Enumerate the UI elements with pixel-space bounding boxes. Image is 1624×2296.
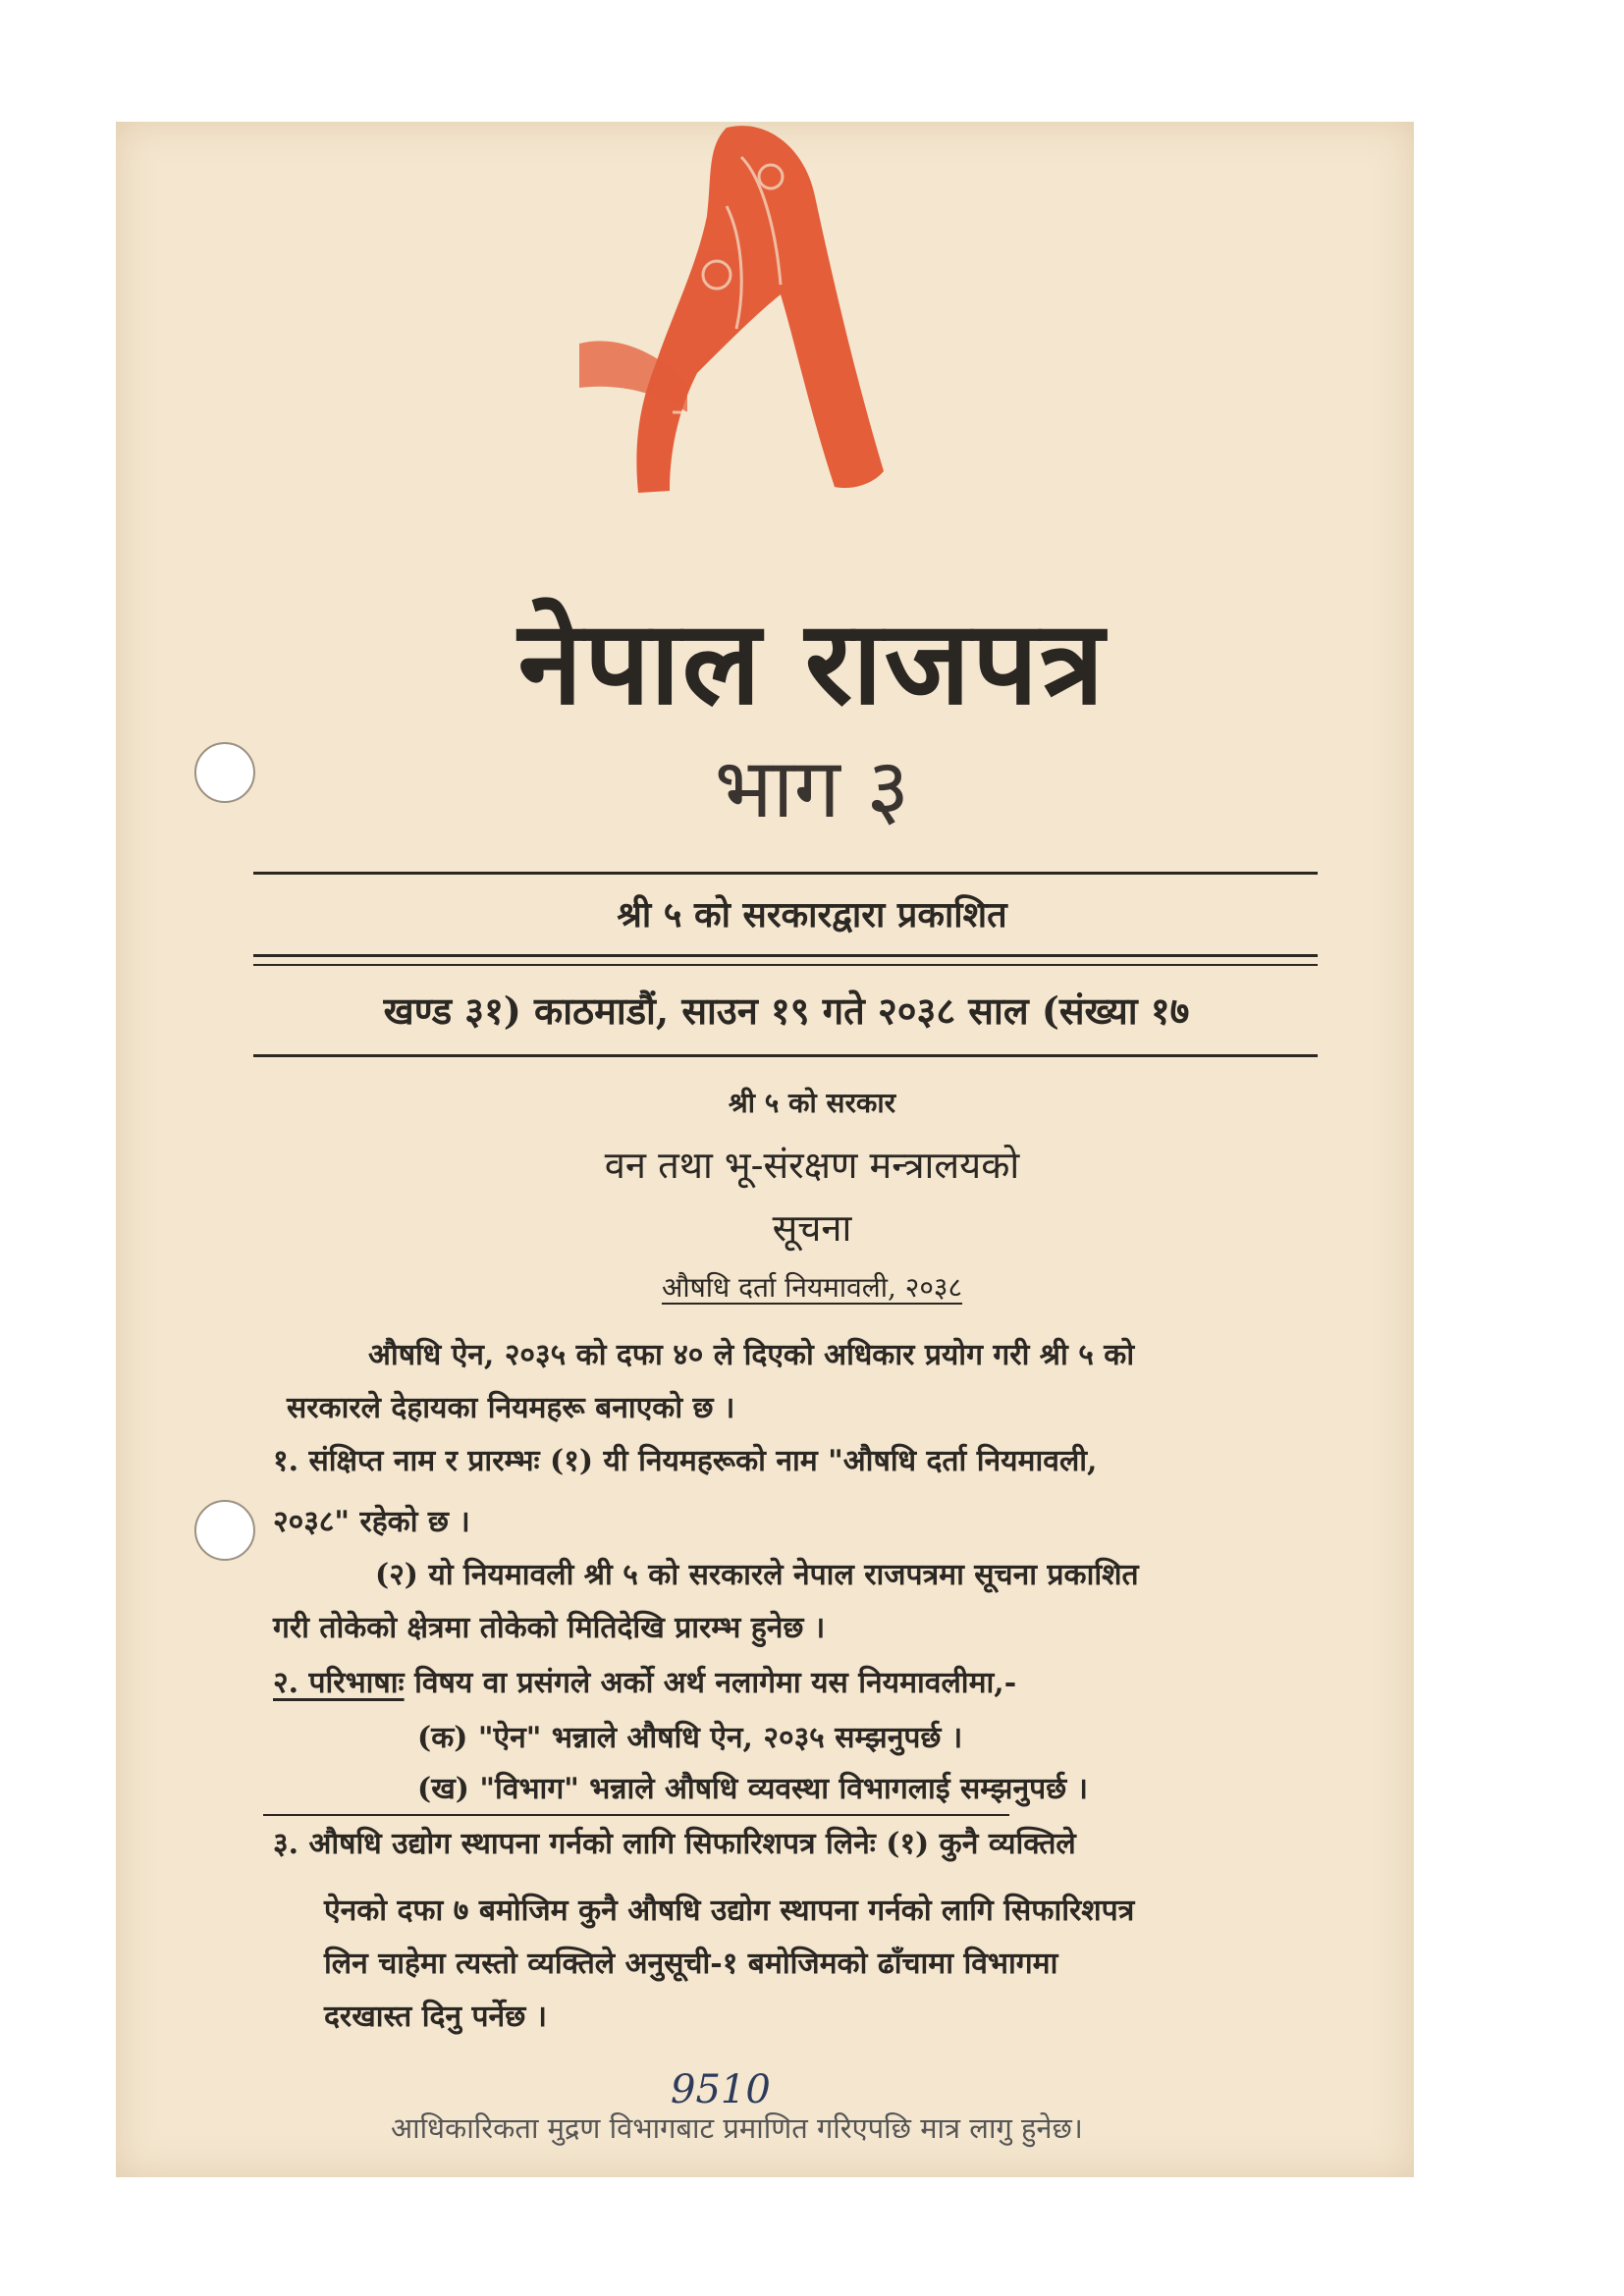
- rule-top: [253, 872, 1318, 875]
- rule3-line-2: ऐनको दफा ७ बमोजिम कुनै औषधि उद्योग स्थापना गर्नको लागि सिफारिशपत्र: [324, 1894, 1135, 1928]
- gazette-part: भाग ३: [714, 740, 910, 836]
- government-line: श्री ५ को सरकार: [728, 1087, 896, 1119]
- crown-emblem: [579, 118, 893, 530]
- rule3-line-1: ३. औषधि उद्योग स्थापना गर्नको लागि सिफारिशपत्र लिनेः (१) कुनै व्यक्तिले: [273, 1827, 1076, 1861]
- issue-line: खण्ड ३१) काठमाडौं, साउन १९ गते २०३८ साल (संख्या १७: [383, 988, 1190, 1033]
- notice-heading: सूचना: [772, 1206, 852, 1250]
- rule3-line-4: दरखास्त दिनु पर्नेछ ।: [324, 2000, 548, 2034]
- rule-pub-1: [253, 954, 1318, 957]
- preamble-line-1: औषधि ऐन, २०३५ को दफा ४० ले दिएको अधिकार प्रयोग गरी श्री ५ को: [368, 1338, 1135, 1372]
- rule2-item-a: (क) "ऐन" भन्नाले औषधि ऐन, २०३५ सम्झनुपर्छ ।: [417, 1721, 963, 1755]
- rule-issue: [253, 1054, 1318, 1057]
- rule2-heading: २. परिभाषाः: [273, 1666, 405, 1700]
- rule1-line-3: (२) यो नियमावली श्री ५ को सरकारले नेपाल राजपत्रमा सूचना प्रकाशित: [375, 1558, 1139, 1592]
- punch-hole-2: [194, 1500, 255, 1561]
- rule1-line-1: १. संक्षिप्त नाम र प्रारम्भः (१) यी नियमहरूको नाम "औषधि दर्ता नियमावली,: [273, 1444, 1098, 1478]
- rule2-rest: विषय वा प्रसंगले अर्को अर्थ नलागेमा यस नियमावलीमा,-: [414, 1666, 1017, 1700]
- rule1-line-2: २०३८" रहेको छ ।: [273, 1505, 470, 1539]
- rule2-item-b: (ख) "विभाग" भन्नाले औषधि व्यवस्था विभागलाई सम्झनुपर्छ ।: [417, 1772, 1088, 1806]
- rule3-line-3: लिन चाहेमा त्यस्तो व्यक्तिले अनुसूची-१ बमोजिमको ढाँचामा विभागमा: [324, 1947, 1058, 1981]
- footer-note: आधिकारिकता मुद्रण विभागबाट प्रमाणित गरिएपछि मात्र लागु हुनेछ।: [391, 2111, 1083, 2145]
- publisher-line: श्री ५ को सरकारद्वारा प्रकाशित: [617, 894, 1007, 935]
- preamble-line-2: सरकारले देहायका नियमहरू बनाएको छ ।: [287, 1391, 735, 1425]
- rule2-line: [273, 1661, 1016, 1701]
- ministry-line: वन तथा भू-संरक्षण मन्त्रालयको: [604, 1144, 1020, 1187]
- rule-pub-2: [253, 964, 1318, 966]
- rules-title: औषधि दर्ता नियमावली, २०३८: [661, 1271, 963, 1304]
- handwritten-number: 9510: [671, 2067, 771, 2112]
- rule1-line-4: गरी तोकेको क्षेत्रमा तोकेको मितिदेखि प्रारम्भ हुनेछ ।: [273, 1611, 826, 1645]
- gazette-title: नेपाल राजपत्र: [517, 595, 1107, 730]
- rule-before-rule3: [263, 1814, 1009, 1816]
